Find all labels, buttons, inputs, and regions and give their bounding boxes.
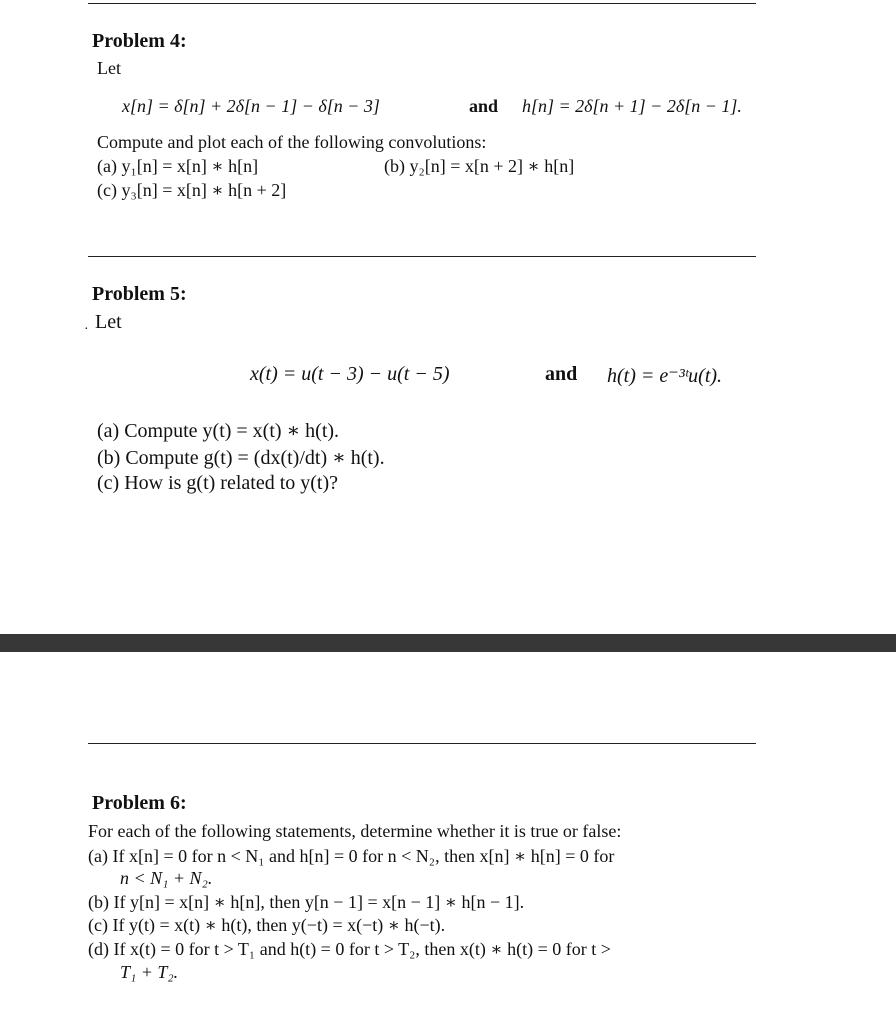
- problem4-equation-h: h[n] = 2δ[n + 1] − 2δ[n − 1].: [522, 96, 742, 116]
- problem4-intro: Let: [97, 58, 121, 78]
- problem4-equation-x: x[n] = δ[n] + 2δ[n − 1] − δ[n − 3]: [122, 96, 380, 116]
- problem6-part-d-line1: (d) If x(t) = 0 for t > T₁ and h(t) = 0 for t > T₂, then x(t) ∗ h(t) = 0 for t >: [88, 939, 611, 959]
- top-divider: [88, 3, 756, 4]
- margin-dot: ·: [84, 322, 89, 337]
- problem4-heading: Problem 4:: [92, 30, 187, 52]
- problem5-heading: Problem 5:: [92, 283, 187, 305]
- problem6-part-d-line2: T₁ + T₂.: [120, 962, 179, 982]
- problem5-equation-h: h(t) = e⁻³ᵗu(t).: [607, 365, 723, 387]
- problem6-heading: Problem 6:: [92, 792, 187, 814]
- problem4-part-a: (a) y₁[n] = x[n] ∗ h[n]: [97, 156, 259, 176]
- problem5-equation-and: and: [545, 363, 578, 385]
- problem4-part-b: (b) y₂[n] = x[n + 2] ∗ h[n]: [384, 156, 575, 176]
- problem6-instruction: For each of the following statements, determine whether it is true or false:: [88, 821, 622, 841]
- problem6-part-a-line2: n < N₁ + N₂.: [120, 868, 213, 888]
- problem6-part-b: (b) If y[n] = x[n] ∗ h[n], then y[n − 1] = x[n − 1] ∗ h[n − 1].: [88, 892, 525, 912]
- problem5-part-c: (c) How is g(t) related to y(t)?: [97, 472, 339, 494]
- problem5-equation-x: x(t) = u(t − 3) − u(t − 5): [250, 363, 450, 385]
- problem4-equation-and: and: [469, 96, 499, 116]
- page-break-band: [0, 634, 896, 652]
- problem4-part-c: (c) y₃[n] = x[n] ∗ h[n + 2]: [97, 180, 287, 200]
- problem5-intro: Let: [95, 311, 122, 333]
- problem5-part-b: (b) Compute g(t) = (dx(t)/dt) ∗ h(t).: [97, 447, 385, 469]
- problem6-top-divider: [88, 743, 756, 744]
- problem6-part-a-line1: (a) If x[n] = 0 for n < N₁ and h[n] = 0 for n < N₂, then x[n] ∗ h[n] = 0 for: [88, 846, 615, 866]
- problem5-part-a: (a) Compute y(t) = x(t) ∗ h(t).: [97, 420, 340, 442]
- problem4-instruction: Compute and plot each of the following convolutions:: [97, 132, 487, 152]
- problem6-part-c: (c) If y(t) = x(t) ∗ h(t), then y(−t) = x(−t) ∗ h(−t).: [88, 915, 446, 935]
- problem4-divider: [88, 256, 756, 257]
